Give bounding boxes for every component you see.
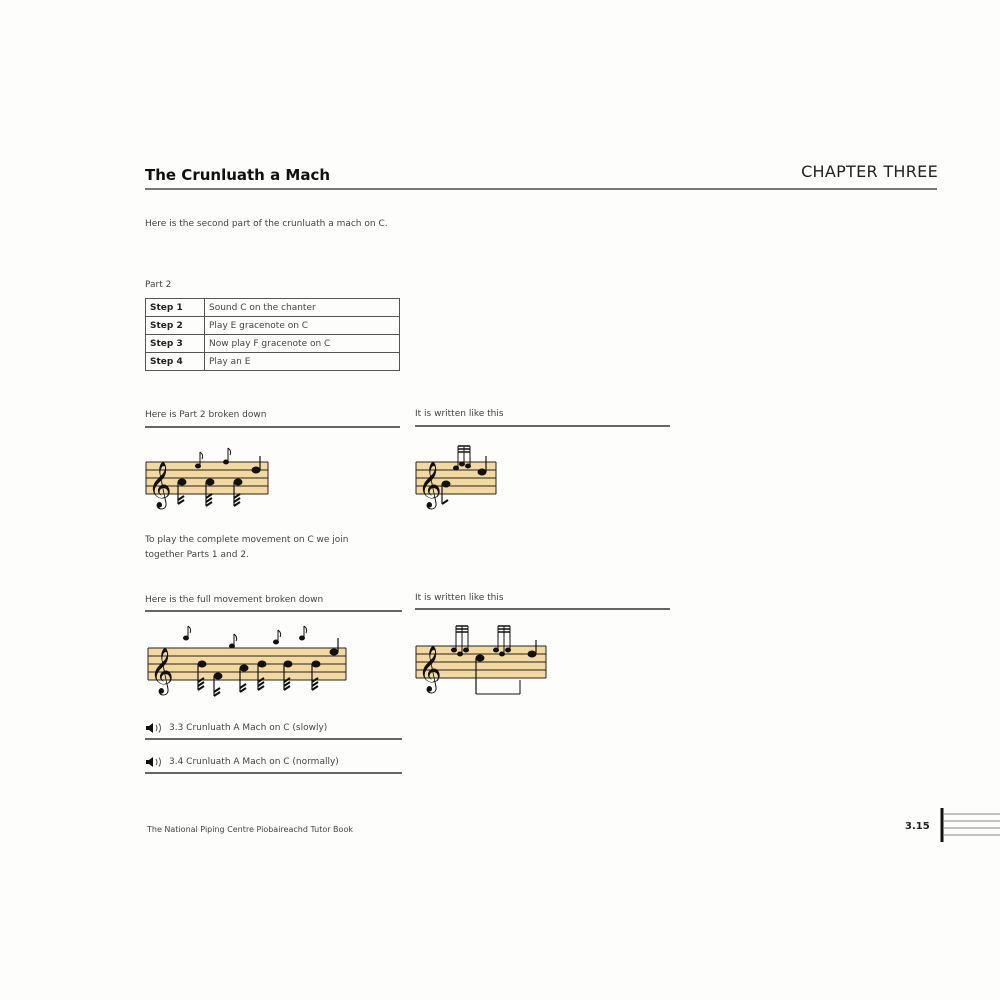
page-title: The Crunluath a Mach [145,166,331,184]
section-label-part2-written: It is written like this [415,409,504,419]
audio-track[interactable] [145,756,339,768]
notation-full-broken [142,620,352,700]
step-desc: Now play F gracenote on C [205,335,400,353]
table-row [146,335,400,353]
notation-part2-written [410,438,505,513]
join-text: To play the complete movement on C we join together Parts 1 and 2. [145,535,349,560]
step-desc: Sound C on the chanter [205,299,400,317]
section-label-part2-broken: Here is Part 2 broken down [145,410,267,420]
section-rule [145,610,402,612]
step-key: Step 3 [146,335,205,353]
table-row [146,353,400,371]
audio-track-label: 3.4 Crunluath A Mach on C (normally) [169,757,339,767]
audio-track[interactable] [145,722,327,734]
table-row [146,299,400,317]
section-label-full-broken: Here is the full movement broken down [145,595,324,605]
chapter-heading: CHAPTER THREE [801,162,938,181]
step-key: Step 4 [146,353,205,371]
footer-book-title: The National Piping Centre Piobaireachd Tutor Book [147,825,353,834]
notation-part2-broken [140,440,275,515]
notation-full-written [410,620,555,700]
treble-clef-icon: 𝄞 [418,646,442,692]
treble-clef-icon: 𝄞 [150,648,174,694]
audio-track-label: 3.3 Crunluath A Mach on C (slowly) [169,723,328,733]
header-rule [145,188,937,190]
step-desc: Play E gracenote on C [205,317,400,335]
step-desc: Play an E [205,353,400,371]
section-rule [415,425,670,427]
table-row [146,317,400,335]
section-label-full-written: It is written like this [415,593,504,603]
speaker-icon [145,722,165,734]
section-rule [145,426,400,428]
steps-table [145,298,400,371]
page-number: 3.15 [905,821,930,832]
part-label: Part 2 [145,280,172,290]
section-rule [145,772,402,774]
speaker-icon [145,756,165,768]
step-key: Step 2 [146,317,205,335]
page-marker [940,808,1000,842]
treble-clef-icon: 𝄞 [418,462,442,508]
section-rule [145,738,402,740]
section-rule [415,608,670,610]
step-key: Step 1 [146,299,205,317]
intro-text: Here is the second part of the crunluath a mach on C. [145,219,388,229]
treble-clef-icon: 𝄞 [148,462,172,508]
